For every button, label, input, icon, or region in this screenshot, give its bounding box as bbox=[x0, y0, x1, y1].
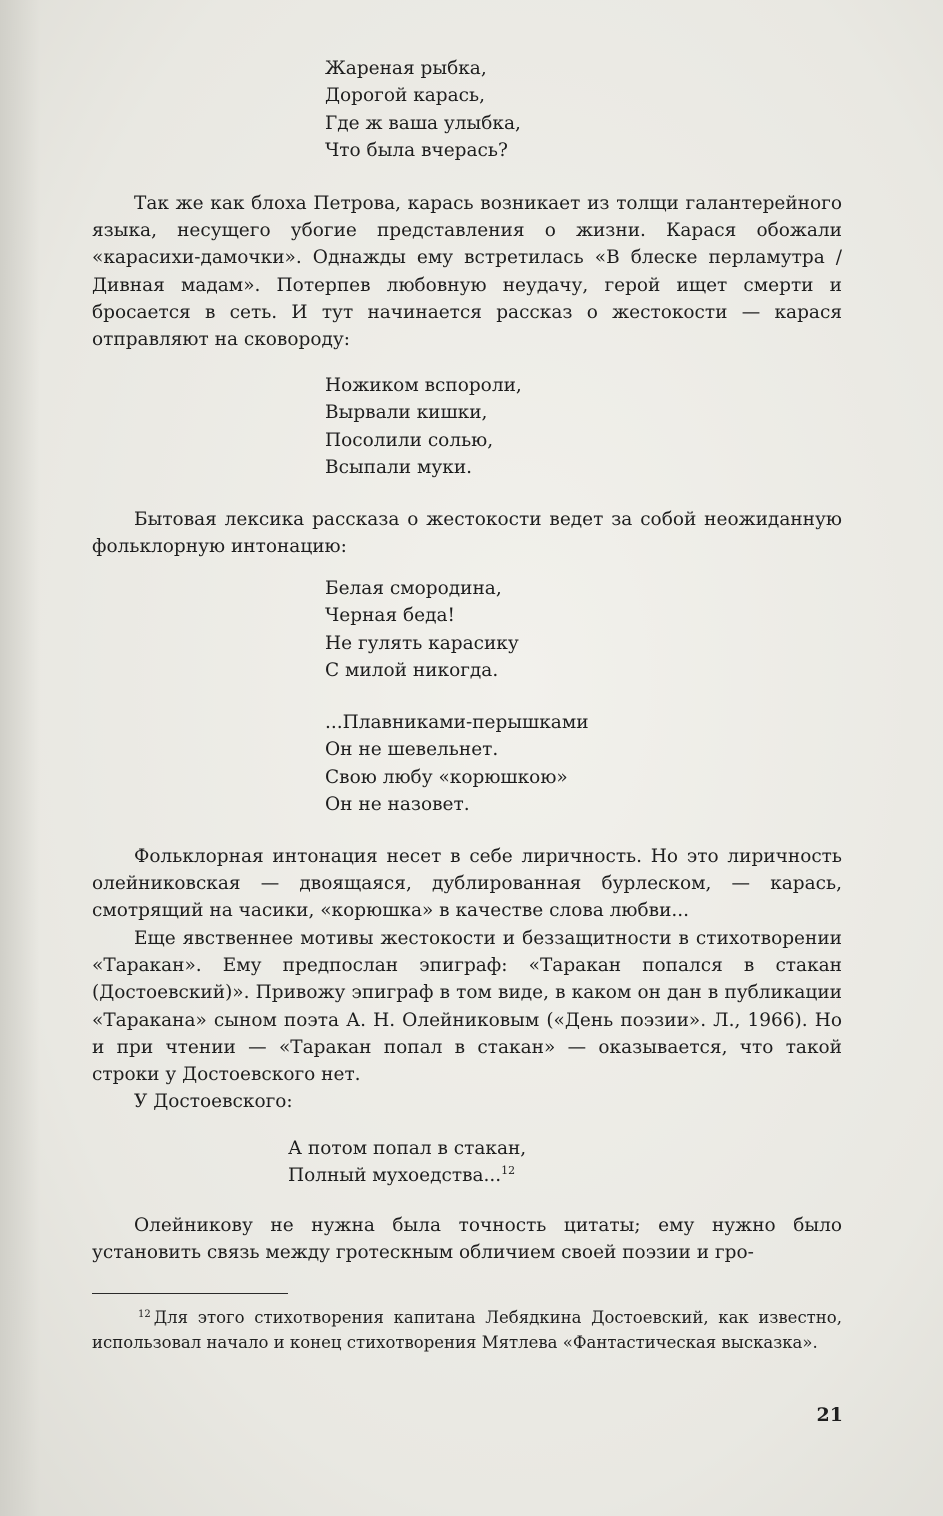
verse-stanza-3 bbox=[325, 575, 519, 684]
verse-line: Где ж ваша улыбка, bbox=[325, 112, 521, 134]
paragraph-4: Еще явственнее мотивы жестокости и беззащитности в стихотворении «Таракан». Ему предпослан эпиграф: «Таракан попался в стакан (Достоевский)». Привожу эпиграф в том виде, в каком он дан в публикации «Таракана» сыном поэта А. Н. Олейниковым («День поэзии». Л., 1966). Но и при чтении — «Таракан попал в стакан» — оказывается, что такой строки у Достоевского нет. bbox=[92, 928, 842, 1086]
paragraph-3: Фольклорная интонация несет в себе лиричность. Но это лиричность олейниковская — двоящаяся, дублированная бурлеском, — карась, смотрящий на часики, «корюшка» в качестве слова любви... bbox=[92, 846, 842, 922]
verse-line: Вырвали кишки, bbox=[325, 402, 488, 424]
page-number: 21 bbox=[816, 1404, 843, 1426]
verse-line: А потом попал в стакан, bbox=[288, 1138, 527, 1159]
footnote-text: Для этого стихотворения капитана Лебядкина Достоевский, как известно, использовал начало и конец стихотворения Мятлева «Фантастическая высказка». bbox=[92, 1308, 842, 1352]
footnote-mark: 12 bbox=[138, 1308, 151, 1320]
verse-stanza-2 bbox=[325, 372, 522, 481]
verse-line: Всыпали муки. bbox=[325, 456, 473, 478]
verse-line bbox=[288, 1162, 526, 1189]
paragraph-1: Так же как блоха Петрова, карась возникает из толщи галантерейного языка, несущего убогие представления о жизни. Карася обожали «карасихи-дамочки». Однажды ему встретилась «В блеске перламутра / Дивная мадам». Потерпев любовную неудачу, герой ищет смерти и бросается в сеть. И тут начинается рассказ о жестокости — карася отправляют на сковороду: bbox=[92, 193, 842, 351]
verse-line: Не гулять карасику bbox=[325, 632, 519, 654]
verse-line: Посолили солью, bbox=[325, 429, 494, 451]
paragraph-6: Олейникову не нужна была точность цитаты; ему нужно было установить связь между гротескным обличием своей поэзии и гро- bbox=[92, 1215, 842, 1264]
verse-line: Ножиком вспороли, bbox=[325, 375, 522, 396]
verse-line: Белая смородина, bbox=[325, 578, 502, 599]
verse-line: ...Плавниками-перышками bbox=[325, 712, 589, 733]
verse-stanza-1 bbox=[325, 55, 521, 164]
verse-line: Он не назовет. bbox=[325, 793, 470, 815]
verse-line: Дорогой карась, bbox=[325, 85, 485, 107]
verse-line: Жареная рыбка, bbox=[325, 58, 487, 79]
verse-quote bbox=[288, 1135, 526, 1190]
footnote-reference[interactable]: 12 bbox=[501, 1164, 516, 1178]
verse-line: С милой никогда. bbox=[325, 659, 499, 681]
footnote bbox=[92, 1305, 842, 1355]
paragraph-5: У Достоевского: bbox=[134, 1091, 293, 1112]
verse-line: Черная беда! bbox=[325, 605, 455, 627]
verse-line: Что была вчерась? bbox=[325, 139, 508, 161]
verse-line: Свою любу «корюшкою» bbox=[325, 766, 568, 788]
page-gutter-shadow bbox=[0, 0, 40, 1516]
verse-stanza-4 bbox=[325, 709, 589, 818]
verse-line: Он не шевельнет. bbox=[325, 739, 499, 761]
verse-line-text: Полный мухоедства... bbox=[288, 1165, 502, 1187]
paragraph-2: Бытовая лексика рассказа о жестокости ведет за собой неожиданную фольклорную интонацию: bbox=[92, 509, 842, 558]
footnote-separator bbox=[92, 1293, 288, 1294]
